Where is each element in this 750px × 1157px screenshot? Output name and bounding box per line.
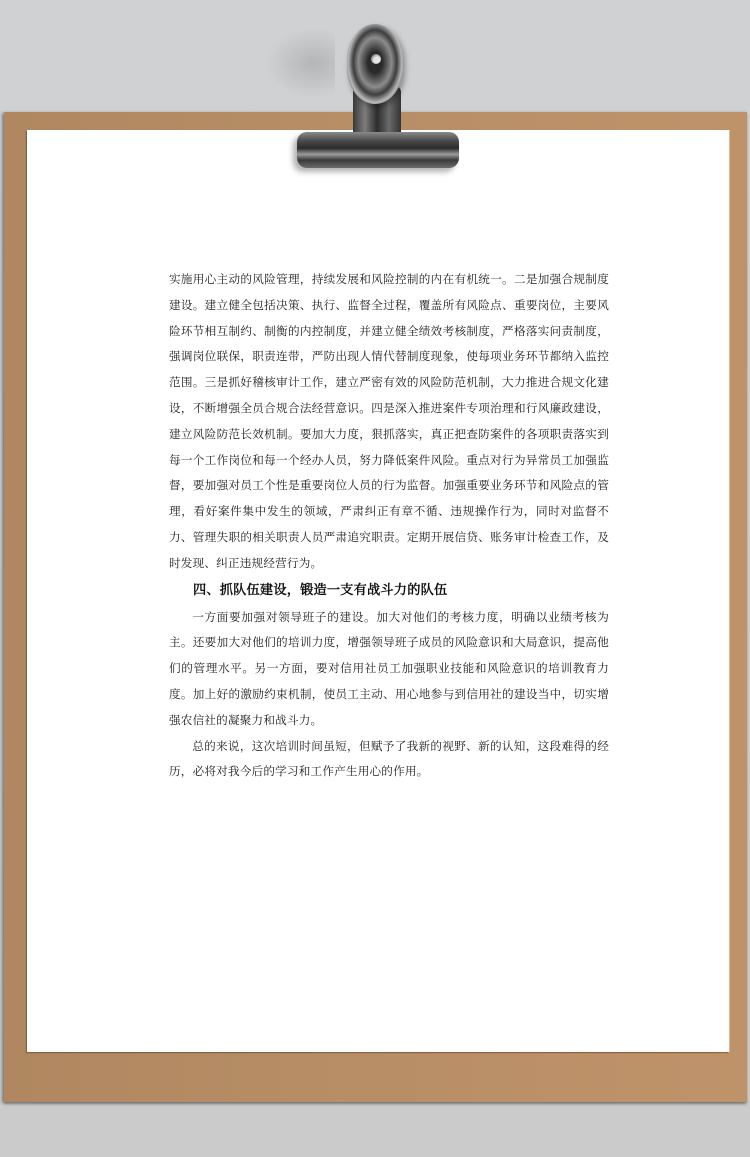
clip-bar — [297, 132, 459, 168]
paragraph-risk-management: 实施用心主动的风险管理，持续发展和风险控制的内在有机统一。二是加强合规制度建设。建立健全包括决策、执行、监督全过程，覆盖所有风险点、重要岗位，主要风险环节相互制约、制衡的内控制度，并建立健全绩效考核制度，严格落实问责制度，强调岗位联保，职责连带，严防出现人情代替制度现象，使每项业务环节都纳入监控范围。三是抓好稽核审计工作，建立严密有效的风险防范机制，大力推进合规文化建设，不断增强全员合规合法经营意识。四是深入推进案件专项治理和行风廉政建设，建立风险防范长效机制。要加大力度，狠抓落实，真正把查防案件的各项职责落实到每一个工作岗位和每一个经办人员，努力降低案件风险。重点对行为异常员工加强监督，要加强对员工个性是重要岗位人员的行为监督。加强重要业务环节和风险点的管理，看好案件集中发生的领域，严肃纠正有章不循、违规操作行为，同时对监督不力、管理失职的相关职责人员严肃追究职责。定期开展信贷、账务审计检查工作，及时发现、纠正违规经营行为。 — [169, 272, 609, 570]
paragraph-team-building: 一方面要加强对领导班子的建设。加大对他们的考核力度，明确以业绩考核为主。还要加大对他们的培训力度，增强领导班子成员的风险意识和大局意识，提高他们的管理水平。另一方面，要对信用社员工加强职业技能和风险意识的培训教育力度。加上好的激励约束机制，使员工主动、用心地参与到信用社的建设当中，切实增强农信社的凝聚力和战斗力。 — [169, 609, 609, 727]
section-heading: 四、抓队伍建设，锻造一支有战斗力的队伍 — [193, 582, 448, 598]
document-body — [169, 267, 609, 785]
clip-ring — [347, 24, 403, 104]
clip-shadow — [265, 28, 335, 98]
binder-clip-icon — [285, 24, 465, 170]
paper-sheet — [27, 130, 729, 1052]
clip-hole — [371, 54, 381, 64]
paragraph-conclusion: 总的来说，这次培训时间虽短，但赋予了我新的视野、新的认知，这段难得的经历，必将对我今后的学习和工作产生用心的作用。 — [169, 738, 609, 779]
